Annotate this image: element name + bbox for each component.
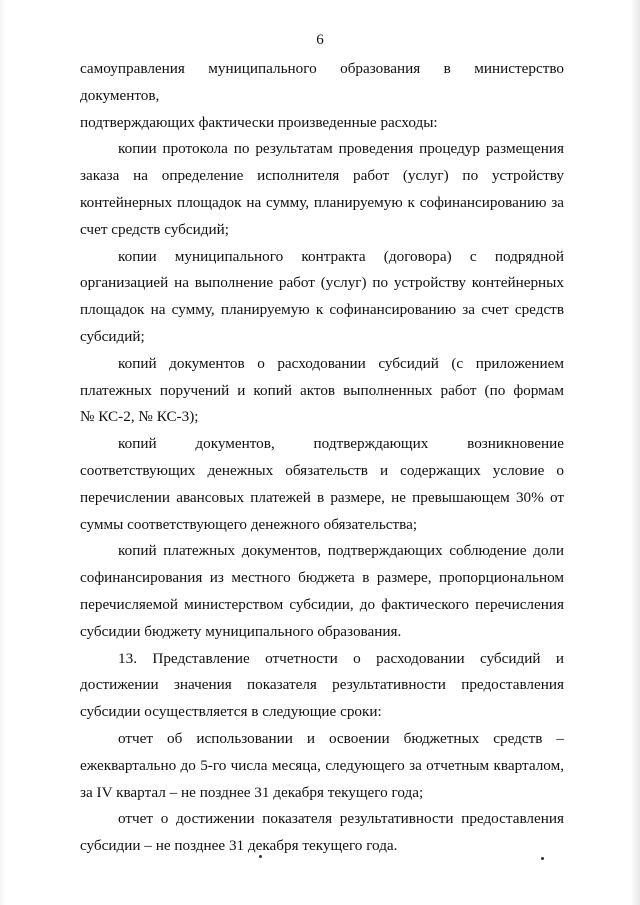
text-line: софинансирования из местного бюджета в размере, пропорциональном <box>80 569 564 587</box>
text-line: ежеквартально до 5-го числа месяца, следующего за отчетным кварталом, <box>80 756 564 774</box>
scan-speck <box>259 855 262 858</box>
text-line: подтверждающих фактически произведенные расходы: <box>80 113 438 131</box>
text-line: субсидий; <box>80 327 145 345</box>
text-line: отчет об использовании и освоении бюджетных средств – <box>118 729 564 747</box>
text-line: заказа на определение исполнителя работ (услуг) по устройству <box>80 167 564 185</box>
text-line: площадок на сумму, планируемую к софинансированию за счет средств <box>80 301 564 319</box>
text-line: платежных поручений и копий актов выполненных работ (по формам <box>80 381 564 399</box>
text-line: копий документов о расходовании субсидий (с приложением <box>118 354 564 372</box>
text-line: счет средств субсидий; <box>80 220 229 238</box>
text-line: соответствующих денежных обязательств и содержащих условие о <box>80 461 564 479</box>
text-line: субсидии бюджету муниципального образования. <box>80 622 402 640</box>
text-line: 13. Представление отчетности о расходовании субсидий и <box>118 649 564 667</box>
text-line: субсидии – не позднее 31 декабря текущего года. <box>80 837 398 855</box>
text-line: перечисляемой министерством субсидии, до фактического перечисления <box>80 595 564 613</box>
text-line: за IV квартал – не позднее 31 декабря текущего года; <box>80 783 424 801</box>
text-line: контейнерных площадок на сумму, планируемую к софинансированию за <box>80 193 564 211</box>
text-line: перечислении авансовых платежей в размере, не превышающем 30% от <box>80 488 564 506</box>
text-line: достижении значения показателя результативности предоставления <box>80 676 564 694</box>
text-line: субсидии осуществляется в следующие сроки: <box>80 703 382 721</box>
text-line: организацией на выполнение работ (услуг) по устройству контейнерных <box>80 274 564 292</box>
scan-speck <box>541 857 544 860</box>
document-body <box>80 56 564 860</box>
page-number: 6 <box>316 32 324 48</box>
text-line: суммы соответствующего денежного обязательства; <box>80 515 418 533</box>
text-line: № КС-2, № КС-3); <box>80 408 199 426</box>
text-line: самоуправления муниципального образования в министерство документов, <box>80 60 564 104</box>
text-line: отчет о достижении показателя результативности предоставления <box>118 810 564 828</box>
text-line: копии протокола по результатам проведения процедур размещения <box>118 140 564 158</box>
text-line: копий документов, подтверждающих возникновение <box>118 435 564 453</box>
text-line: копии муниципального контракта (договора) с подрядной <box>118 247 564 265</box>
text-line: копий платежных документов, подтверждающих соблюдение доли <box>118 542 564 560</box>
